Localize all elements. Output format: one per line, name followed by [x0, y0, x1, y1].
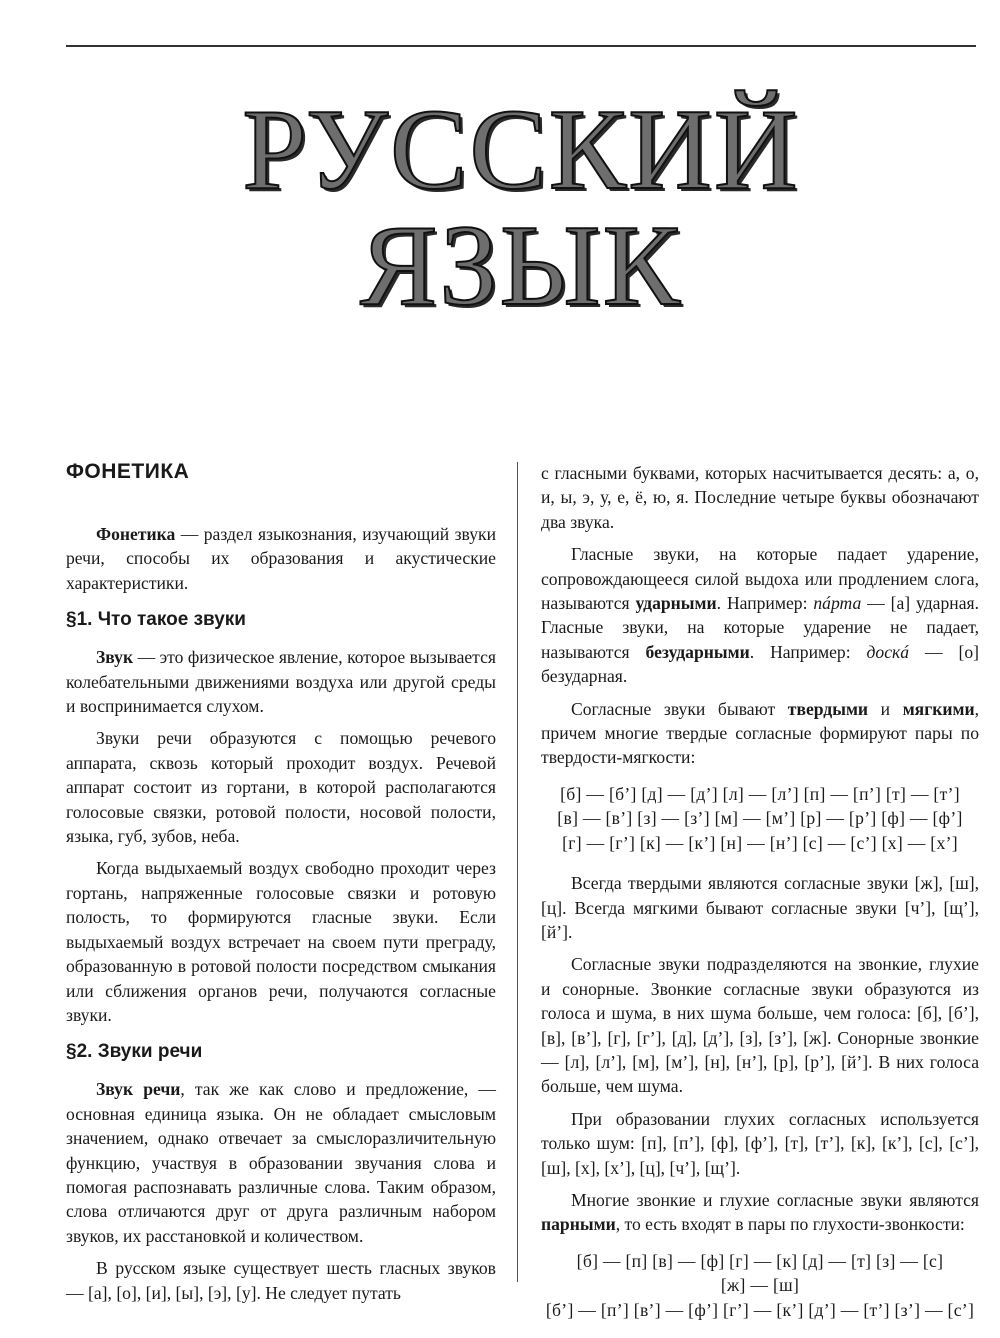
pairs-line: [в] — [в’] [з] — [з’] [м] — [м’] [р] — [р’] [ф] — [ф’] [557, 808, 963, 829]
text-run: , то есть входят в пары по глухости-звонкости: [615, 1214, 965, 1235]
page-title: РУССКИЙ ЯЗЫК [242, 86, 800, 330]
term: Фонетика [96, 524, 176, 544]
left-column [66, 458, 496, 1313]
voiced-voiceless-pairs [541, 1249, 979, 1322]
term: парными [541, 1214, 616, 1235]
text-run: . Например: [716, 593, 814, 614]
paragraph [66, 1077, 496, 1248]
text-run: Многие звонкие и глухие согласные звуки являются [571, 1189, 979, 1210]
subsection-title-1: §1. Что такое звуки [66, 609, 246, 631]
section-title: ФОНЕТИКА [66, 460, 190, 483]
paragraph: При образовании глухих согласных используется только шум: [п], [п’], [ф], [ф’], [т], [т’], [к], [к’], [с], [с’], [ш], [х], [х’], [ц], [ч’], [щ’]. [541, 1108, 979, 1178]
pairs-line: [б’] — [п’] [в’] — [ф’] [г’] — [к’] [д’] — [т’] [з’] — [с’] [545, 1299, 975, 1320]
pairs-line: [ж] — [ш] [720, 1275, 800, 1296]
paragraph-text: , так же как слово и предложение, — основная единица языка. Он не обладает смысловым значением, однако отвечает за смыслоразличительную функцию, участвуя в образовании звучания слова и помогая распознавать различные слова. Таким образом, слова отличаются друг от друга различным набором звуков, их расстановкой и количеством. [66, 1079, 496, 1246]
text-run: . Например: [749, 641, 867, 662]
term: Звук [96, 647, 134, 668]
paragraph: В русском языке существует шесть гласных звуков — [а], [о], [и], [ы], [э], [у]. Не следует путать [66, 1258, 496, 1303]
text-run: Согласные звуки бывают [571, 698, 788, 719]
paragraph [66, 645, 496, 718]
term: ударными [635, 593, 717, 614]
intro-text: — раздел языкознания, изучающий звуки речи, способы их образования и акустические характеристики. [66, 524, 496, 593]
term: безударными [645, 641, 750, 662]
term: мягкими [902, 698, 975, 719]
paragraph [541, 697, 979, 770]
text-run: — [а] ударная. Гласные звуки, на которые ударение не падает, называются [541, 593, 980, 662]
right-column [541, 461, 979, 1338]
top-rule [66, 45, 976, 47]
term: твердыми [787, 698, 869, 719]
pairs-line: [г] — [г’] [к] — [к’] [н] — [н’] [с] — [с’] [х] — [х’] [562, 832, 958, 853]
paragraph [541, 542, 979, 688]
paragraph: Всегда твердыми являются согласные звуки [ж], [ш], [ц]. Всегда мягкими бывают согласные звуки [ч’], [щ’], [й’]. [541, 873, 979, 942]
paragraph-text: — это физическое явление, которое вызывается колебательными движениями воздуха или другой среды и воспринимается слухом. [66, 647, 496, 717]
text-run: — [о] безударная. [541, 641, 980, 687]
paragraph: Звуки речи образуются с помощью речевого аппарата, сквозь который проходит воздух. Речевой аппарат состоит из гортани, в которой располагаются голосовые связки, ротовой полости, носовой полости, языка, губ, зубов, неба. [66, 728, 496, 847]
paragraph: с гласными буквами, которых насчитывается десять: а, о, и, ы, э, у, е, ё, ю, я. Последние четыре буквы обозначают два звука. [541, 463, 979, 532]
pairs-line: [б] — [б’] [д] — [д’] [л] — [л’] [п] — [п’] [т] — [т’] [560, 783, 960, 804]
text-run: , причем многие твердые согласные формируют пары по твердости-мягкости: [541, 698, 979, 768]
paragraph [541, 1188, 979, 1237]
example-word: доскá [866, 641, 910, 662]
pairs-line: [б] — [п] [в] — [ф] [г] — [к] [д] — [т] [з] — [с] [576, 1250, 944, 1271]
hard-soft-pairs [541, 782, 979, 855]
term: Звук речи [96, 1079, 181, 1100]
text-run: и [868, 698, 903, 719]
subsection-title-2: §2. Звуки речи [66, 1041, 203, 1063]
paragraph: Согласные звуки подразделяются на звонкие, глухие и сонорные. Звонкие согласные звуки образуются из голоса и шума, в них шума больше, чем голоса: [б], [б’], [в], [в’], [г], [г’], [д], [д’], [з], [з’], [ж]. Сонорные звонкие — [л], [л’], [м], [м’], [н], [н’], [р], [р’], [й’]. В них голоса больше, чем шума. [541, 954, 979, 1097]
column-divider [517, 462, 518, 1282]
example-word: пáрта [813, 593, 862, 614]
paragraph: Когда выдыхаемый воздух свободно проходит через гортань, напряженные голосовые связки и ротовую полость, то формируются гласные звуки. Если выдыхаемый воздух встречает на своем пути преграду, образованную в ротовой полости посредством смыкания или сближения органов речи, получаются согласные звуки. [66, 858, 496, 1025]
intro-paragraph [66, 522, 496, 595]
text-run: Гласные звуки, на которые падает ударение, сопровождающееся силой выдоха или продлением слога, называются [541, 544, 979, 614]
